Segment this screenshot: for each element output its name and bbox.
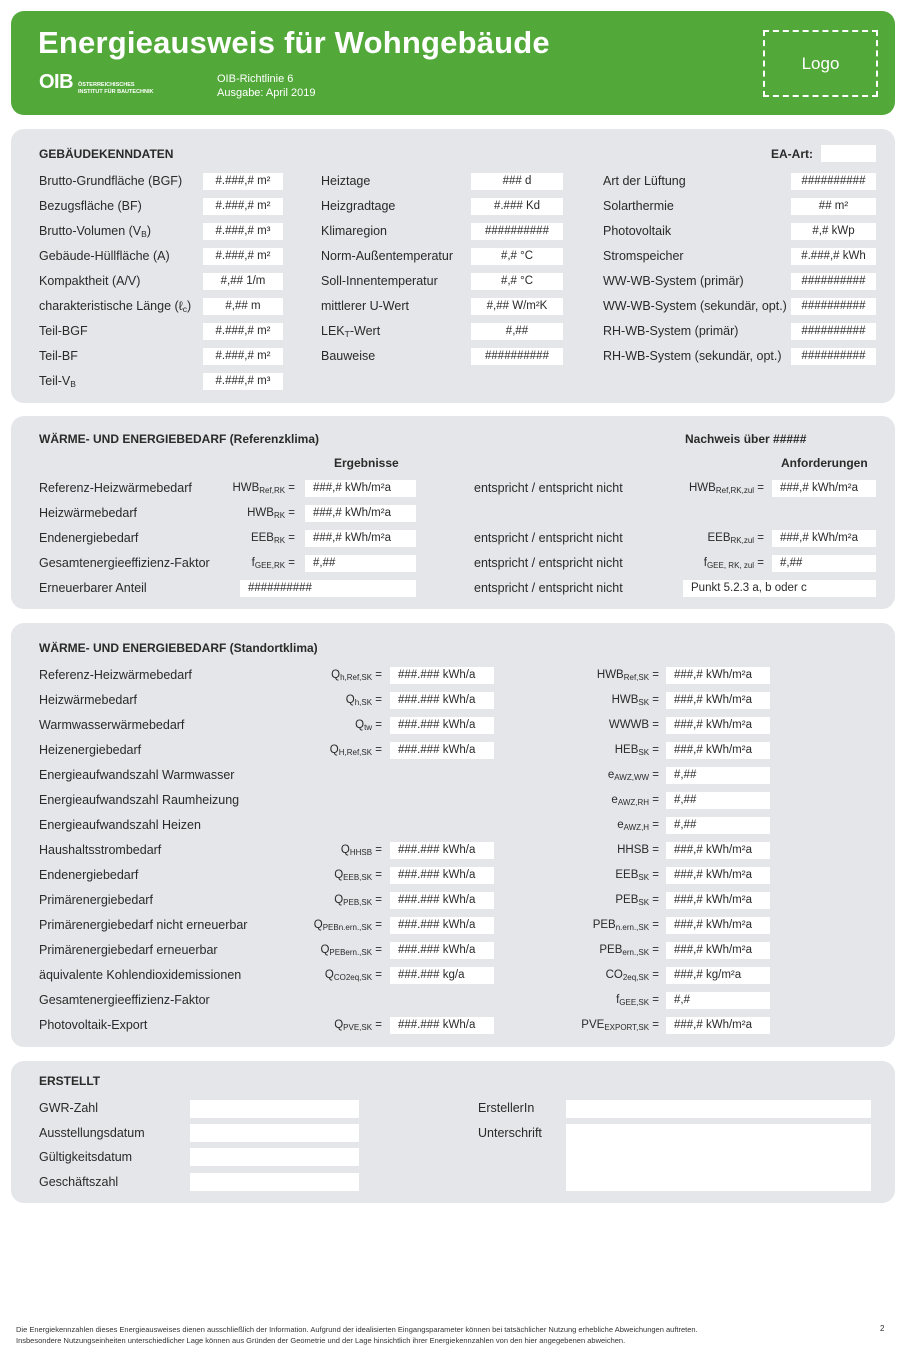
climate-label: Bauweise (321, 349, 376, 363)
site-specific-symbol: $PEB_{SK}$ = (615, 894, 659, 907)
compliance-status: entspricht / entspricht nicht (474, 481, 623, 495)
requirement-value-field[interactable]: #,## (772, 555, 876, 572)
system-label: Photovoltaik (603, 224, 672, 238)
page-number: 2 (880, 1324, 885, 1333)
reference-value-field[interactable]: ###,# kWh/m²a (305, 530, 416, 547)
system-value-field[interactable]: ########## (791, 173, 876, 190)
requirements-header: Anforderungen (781, 456, 868, 470)
site-specific-value-field[interactable]: #,# (666, 992, 770, 1009)
building-data-panel (11, 129, 895, 403)
site-specific-value-field[interactable]: #,## (666, 767, 770, 784)
building-label: Brutto-Volumen $(V_B)$ (39, 224, 151, 239)
building-value-field[interactable]: #.###,# m³ (203, 223, 283, 240)
system-label: Art der Lüftung (603, 174, 686, 188)
site-specific-symbol: $PEB_{n.ern.,SK}$ = (592, 919, 659, 932)
institute-name (78, 82, 153, 96)
edition-label: Ausgabe: April 2019 (217, 87, 316, 99)
site-q-value-field[interactable]: ###.### kWh/a (390, 692, 494, 709)
valid-date-field[interactable] (190, 1148, 359, 1166)
site-row-label: Haushaltsstrombedarf (39, 843, 162, 857)
signature-label: Unterschrift (478, 1126, 542, 1140)
reference-value-field[interactable]: ###,# kWh/m²a (305, 480, 416, 497)
climate-label: Klimaregion (321, 224, 388, 238)
building-value-field[interactable]: #.###,# m² (203, 198, 283, 215)
oib-logo: OIB (39, 71, 74, 93)
system-value-field[interactable]: #.###,# kWh (791, 248, 876, 265)
site-row-label: Energieaufwandszahl Raumheizung (39, 793, 240, 807)
system-value-field[interactable]: ## m² (791, 198, 876, 215)
requirement-symbol: $f_{GEE, RK, zul}$ = (703, 557, 764, 570)
footer-line-1: Die Energiekennzahlen dieses Energieausweises dienen ausschließlich der Information. Aufgrund der idealisierten Eingangsparameter können bei tatsächlicher Nutzung erhebliche Abweichungen auftreten. (16, 1325, 698, 1334)
site-row-label: äquivalente Kohlendioxidemissionen (39, 968, 242, 982)
site-specific-value-field[interactable]: #,## (666, 792, 770, 809)
site-row-label: Energieaufwandszahl Heizen (39, 818, 201, 832)
issue-date-field[interactable] (190, 1124, 359, 1142)
institute-line-1: ÖSTERREICHISCHES (78, 82, 135, 88)
header-banner (11, 11, 895, 115)
site-specific-symbol: $e_{AWZ,WW}$ = (607, 769, 659, 782)
reference-symbol: $HWB_{RK}$ = (247, 507, 295, 520)
climate-label: Heizgradtage (321, 199, 396, 213)
building-value-field[interactable]: #.###,# m² (203, 348, 283, 365)
logo-placeholder: Logo (763, 30, 878, 97)
site-specific-value-field[interactable]: ###,# kWh/m²a (666, 942, 770, 959)
system-value-field[interactable]: ########## (791, 298, 876, 315)
site-q-value-field[interactable]: ###.### kWh/a (390, 1017, 494, 1034)
ea-art-field[interactable] (821, 145, 876, 162)
site-q-value-field[interactable]: ###.### kWh/a (390, 917, 494, 934)
site-q-symbol: $Q_{PVE,SK}$ = (334, 1019, 382, 1032)
site-specific-symbol: $PVE_{EXPORT,SK}$ = (581, 1019, 659, 1032)
site-row-label: Warmwasserwärmebedarf (39, 718, 185, 732)
building-label: Teil-$V_B$ (39, 374, 76, 389)
building-data-heading: GEBÄUDEKENNDATEN (39, 147, 174, 161)
footer-line-2: Insbesondere Nutzungseinheiten unterschiedlicher Lage können aus Gründen der Geometrie und der Lage hinsichtlich ihrer Energiekennzahlen von den hier angegebenen abweichen. (16, 1336, 626, 1345)
site-specific-symbol: $HWB_{SK}$ = (611, 694, 659, 707)
building-label: charakteristische Länge (ℓ$_c$) (39, 299, 192, 314)
building-label: Bezugsfläche (BF) (39, 199, 142, 213)
site-specific-symbol: $f_{GEE,SK}$ = (616, 994, 659, 1007)
requirement-symbol: $EEB_{RK,zul}$ = (707, 532, 764, 545)
site-specific-symbol: HHSB = (617, 844, 659, 856)
site-row-label: Heizenergiebedarf (39, 743, 142, 757)
site-row-label: Gesamtenergieeffizienz-Faktor (39, 993, 210, 1007)
file-no-field[interactable] (190, 1173, 359, 1191)
site-specific-value-field[interactable]: ###,# kWh/m²a (666, 867, 770, 884)
building-label: Brutto-Grundfläche (BGF) (39, 174, 183, 188)
reference-row-label: Erneuerbarer Anteil (39, 581, 147, 595)
site-q-symbol: $Q_{CO2eq,SK}$ = (324, 969, 382, 982)
site-specific-symbol: $e_{AWZ,RH}$ = (611, 794, 659, 807)
building-value-field[interactable]: #.###,# m² (203, 323, 283, 340)
building-label: Teil-BF (39, 349, 78, 363)
requirement-value-field[interactable]: Punkt 5.2.3 a, b oder c (683, 580, 876, 597)
reference-row-label: Referenz-Heizwärmebedarf (39, 481, 192, 495)
system-label: RH-WB-System (sekundär, opt.) (603, 349, 782, 363)
climate-value-field[interactable]: #,# °C (471, 273, 563, 290)
created-heading: ERSTELLT (39, 1074, 101, 1088)
site-climate-panel (11, 623, 895, 1047)
climate-label: mittlerer U-Wert (321, 299, 409, 313)
building-label: Kompaktheit (A/V) (39, 274, 141, 288)
site-specific-symbol: $EEB_{SK}$ = (615, 869, 659, 882)
creator-field[interactable] (566, 1100, 871, 1118)
compliance-status: entspricht / entspricht nicht (474, 531, 623, 545)
valid-date-label: Gültigkeitsdatum (39, 1150, 133, 1164)
page-title: Energieausweis für Wohngebäude (38, 25, 550, 60)
site-q-value-field[interactable]: ###.### kWh/a (390, 717, 494, 734)
file-no-label: Geschäftszahl (39, 1175, 119, 1189)
building-value-field[interactable]: #.###,# m³ (203, 373, 283, 390)
site-specific-value-field[interactable]: ###,# kWh/m²a (666, 742, 770, 759)
footer-note (16, 1324, 856, 1346)
climate-value-field[interactable]: #.### Kd (471, 198, 563, 215)
climate-label: Heiztage (321, 174, 371, 188)
building-value-field[interactable]: #,## m (203, 298, 283, 315)
system-value-field[interactable]: ########## (791, 323, 876, 340)
creator-label: ErstellerIn (478, 1101, 535, 1115)
requirement-value-field[interactable]: ###,# kWh/m²a (772, 480, 876, 497)
gwr-label: GWR-Zahl (39, 1101, 99, 1115)
climate-value-field[interactable]: ########## (471, 223, 563, 240)
site-q-symbol: $Q_{PEB,SK}$ = (334, 894, 382, 907)
site-q-symbol: $Q_{h,SK}$ = (345, 694, 382, 707)
climate-label: Soll-Innentemperatur (321, 274, 438, 288)
gwr-field[interactable] (190, 1100, 359, 1118)
system-value-field[interactable]: ########## (791, 348, 876, 365)
site-q-value-field[interactable]: ###.### kWh/a (390, 942, 494, 959)
system-value-field[interactable]: ########## (791, 273, 876, 290)
site-specific-value-field[interactable]: ###,# kWh/m²a (666, 667, 770, 684)
compliance-status: entspricht / entspricht nicht (474, 581, 623, 595)
site-row-label: Referenz-Heizwärmebedarf (39, 668, 192, 682)
site-specific-symbol: $PEB_{ern.,SK}$ = (599, 944, 659, 957)
climate-label: $LEK_T$-Wert (321, 324, 381, 339)
site-specific-value-field[interactable]: ###,# kg/m²a (666, 967, 770, 984)
institute-line-2: INSTITUT FÜR BAUTECHNIK (78, 89, 154, 95)
system-label: WW-WB-System (primär) (603, 274, 744, 288)
site-q-symbol: $Q_{PEBern.,SK}$ = (320, 944, 382, 957)
site-row-label: Photovoltaik-Export (39, 1018, 148, 1032)
issue-date-label: Ausstellungsdatum (39, 1126, 145, 1140)
site-q-symbol: $Q_{EEB,SK}$ = (334, 869, 382, 882)
site-row-label: Endenergiebedarf (39, 868, 139, 882)
building-value-field[interactable]: #.###,# m² (203, 248, 283, 265)
proof-label: Nachweis über ##### (685, 432, 807, 446)
building-label: Gebäude-Hüllfläche (A) (39, 249, 170, 263)
site-q-symbol: $Q_{tw}$ = (355, 719, 382, 732)
system-value-field[interactable]: #,# kWp (791, 223, 876, 240)
reference-value-field[interactable]: #,## (305, 555, 416, 572)
site-row-label: Primärenergiebedarf (39, 893, 153, 907)
site-specific-value-field[interactable]: ###,# kWh/m²a (666, 917, 770, 934)
site-q-value-field[interactable]: ###.### kWh/a (390, 742, 494, 759)
climate-value-field[interactable]: #,## W/m²K (471, 298, 563, 315)
reference-row-label: Heizwärmebedarf (39, 506, 137, 520)
ea-art-label: EA-Art: (771, 147, 813, 161)
site-q-value-field[interactable]: ###.### kWh/a (390, 867, 494, 884)
reference-symbol: $HWB_{Ref,RK}$ = (232, 482, 295, 495)
site-specific-value-field[interactable]: ###,# kWh/m²a (666, 1017, 770, 1034)
climate-value-field[interactable]: ########## (471, 348, 563, 365)
site-specific-symbol: $e_{AWZ,H}$ = (617, 819, 659, 832)
results-header: Ergebnisse (334, 456, 399, 470)
site-specific-value-field[interactable]: ###,# kWh/m²a (666, 692, 770, 709)
reference-heading: WÄRME- UND ENERGIEBEDARF (Referenzklima) (39, 432, 320, 446)
site-q-value-field[interactable]: ###.### kg/a (390, 967, 494, 984)
signature-field[interactable] (566, 1124, 871, 1191)
building-label: Teil-BGF (39, 324, 88, 338)
system-label: WW-WB-System (sekundär, opt.) (603, 299, 787, 313)
site-specific-symbol: WWWB = (608, 719, 659, 731)
reference-symbol: $f_{GEE,RK}$ = (251, 557, 295, 570)
site-specific-value-field[interactable]: #,## (666, 817, 770, 834)
site-specific-value-field[interactable]: ###,# kWh/m²a (666, 892, 770, 909)
site-specific-value-field[interactable]: ###,# kWh/m²a (666, 842, 770, 859)
reference-value-field[interactable]: ###,# kWh/m²a (305, 505, 416, 522)
site-q-symbol: $Q_{H,Ref,SK}$ = (329, 744, 382, 757)
guideline-label: OIB-Richtlinie 6 (217, 73, 294, 85)
site-q-value-field[interactable]: ###.### kWh/a (390, 842, 494, 859)
site-q-symbol: $Q_{PEBn.ern.,SK}$ = (313, 919, 382, 932)
system-label: Stromspeicher (603, 249, 684, 263)
requirement-value-field[interactable]: ###,# kWh/m²a (772, 530, 876, 547)
system-label: RH-WB-System (primär) (603, 324, 739, 338)
guideline-info (217, 72, 315, 100)
climate-value-field[interactable]: #,# °C (471, 248, 563, 265)
created-panel (11, 1061, 895, 1203)
site-specific-value-field[interactable]: ###,# kWh/m²a (666, 717, 770, 734)
site-specific-symbol: $HWB_{Ref,SK}$ = (596, 669, 659, 682)
site-q-value-field[interactable]: ###.### kWh/a (390, 667, 494, 684)
building-value-field[interactable]: #,## 1/m (203, 273, 283, 290)
reference-row-label: Endenergiebedarf (39, 531, 139, 545)
reference-value-field[interactable]: ########## (240, 580, 416, 597)
reference-row-label: Gesamtenergieeffizienz-Faktor (39, 556, 210, 570)
site-specific-symbol: $HEB_{SK}$ = (614, 744, 659, 757)
system-label: Solarthermie (603, 199, 674, 213)
building-value-field[interactable]: #.###,# m² (203, 173, 283, 190)
climate-value-field[interactable]: ### d (471, 173, 563, 190)
site-row-label: Heizwärmebedarf (39, 693, 137, 707)
site-q-value-field[interactable]: ###.### kWh/a (390, 892, 494, 909)
compliance-status: entspricht / entspricht nicht (474, 556, 623, 570)
site-q-symbol: $Q_{h,Ref,SK}$ = (331, 669, 382, 682)
requirement-symbol: $HWB_{Ref,RK,zul}$ = (689, 482, 764, 495)
climate-label: Norm-Außentemperatur (321, 249, 453, 263)
climate-value-field[interactable]: #,## (471, 323, 563, 340)
site-q-symbol: $Q_{HHSB}$ = (340, 844, 382, 857)
reference-symbol: $EEB_{RK}$ = (250, 532, 295, 545)
site-row-label: Primärenergiebedarf nicht erneuerbar (39, 918, 248, 932)
site-row-label: Primärenergiebedarf erneuerbar (39, 943, 218, 957)
reference-climate-panel (11, 416, 895, 609)
site-specific-symbol: $CO_{2eq,SK}$ = (605, 969, 659, 982)
site-row-label: Energieaufwandszahl Warmwasser (39, 768, 235, 782)
site-heading: WÄRME- UND ENERGIEBEDARF (Standortklima) (39, 641, 318, 655)
